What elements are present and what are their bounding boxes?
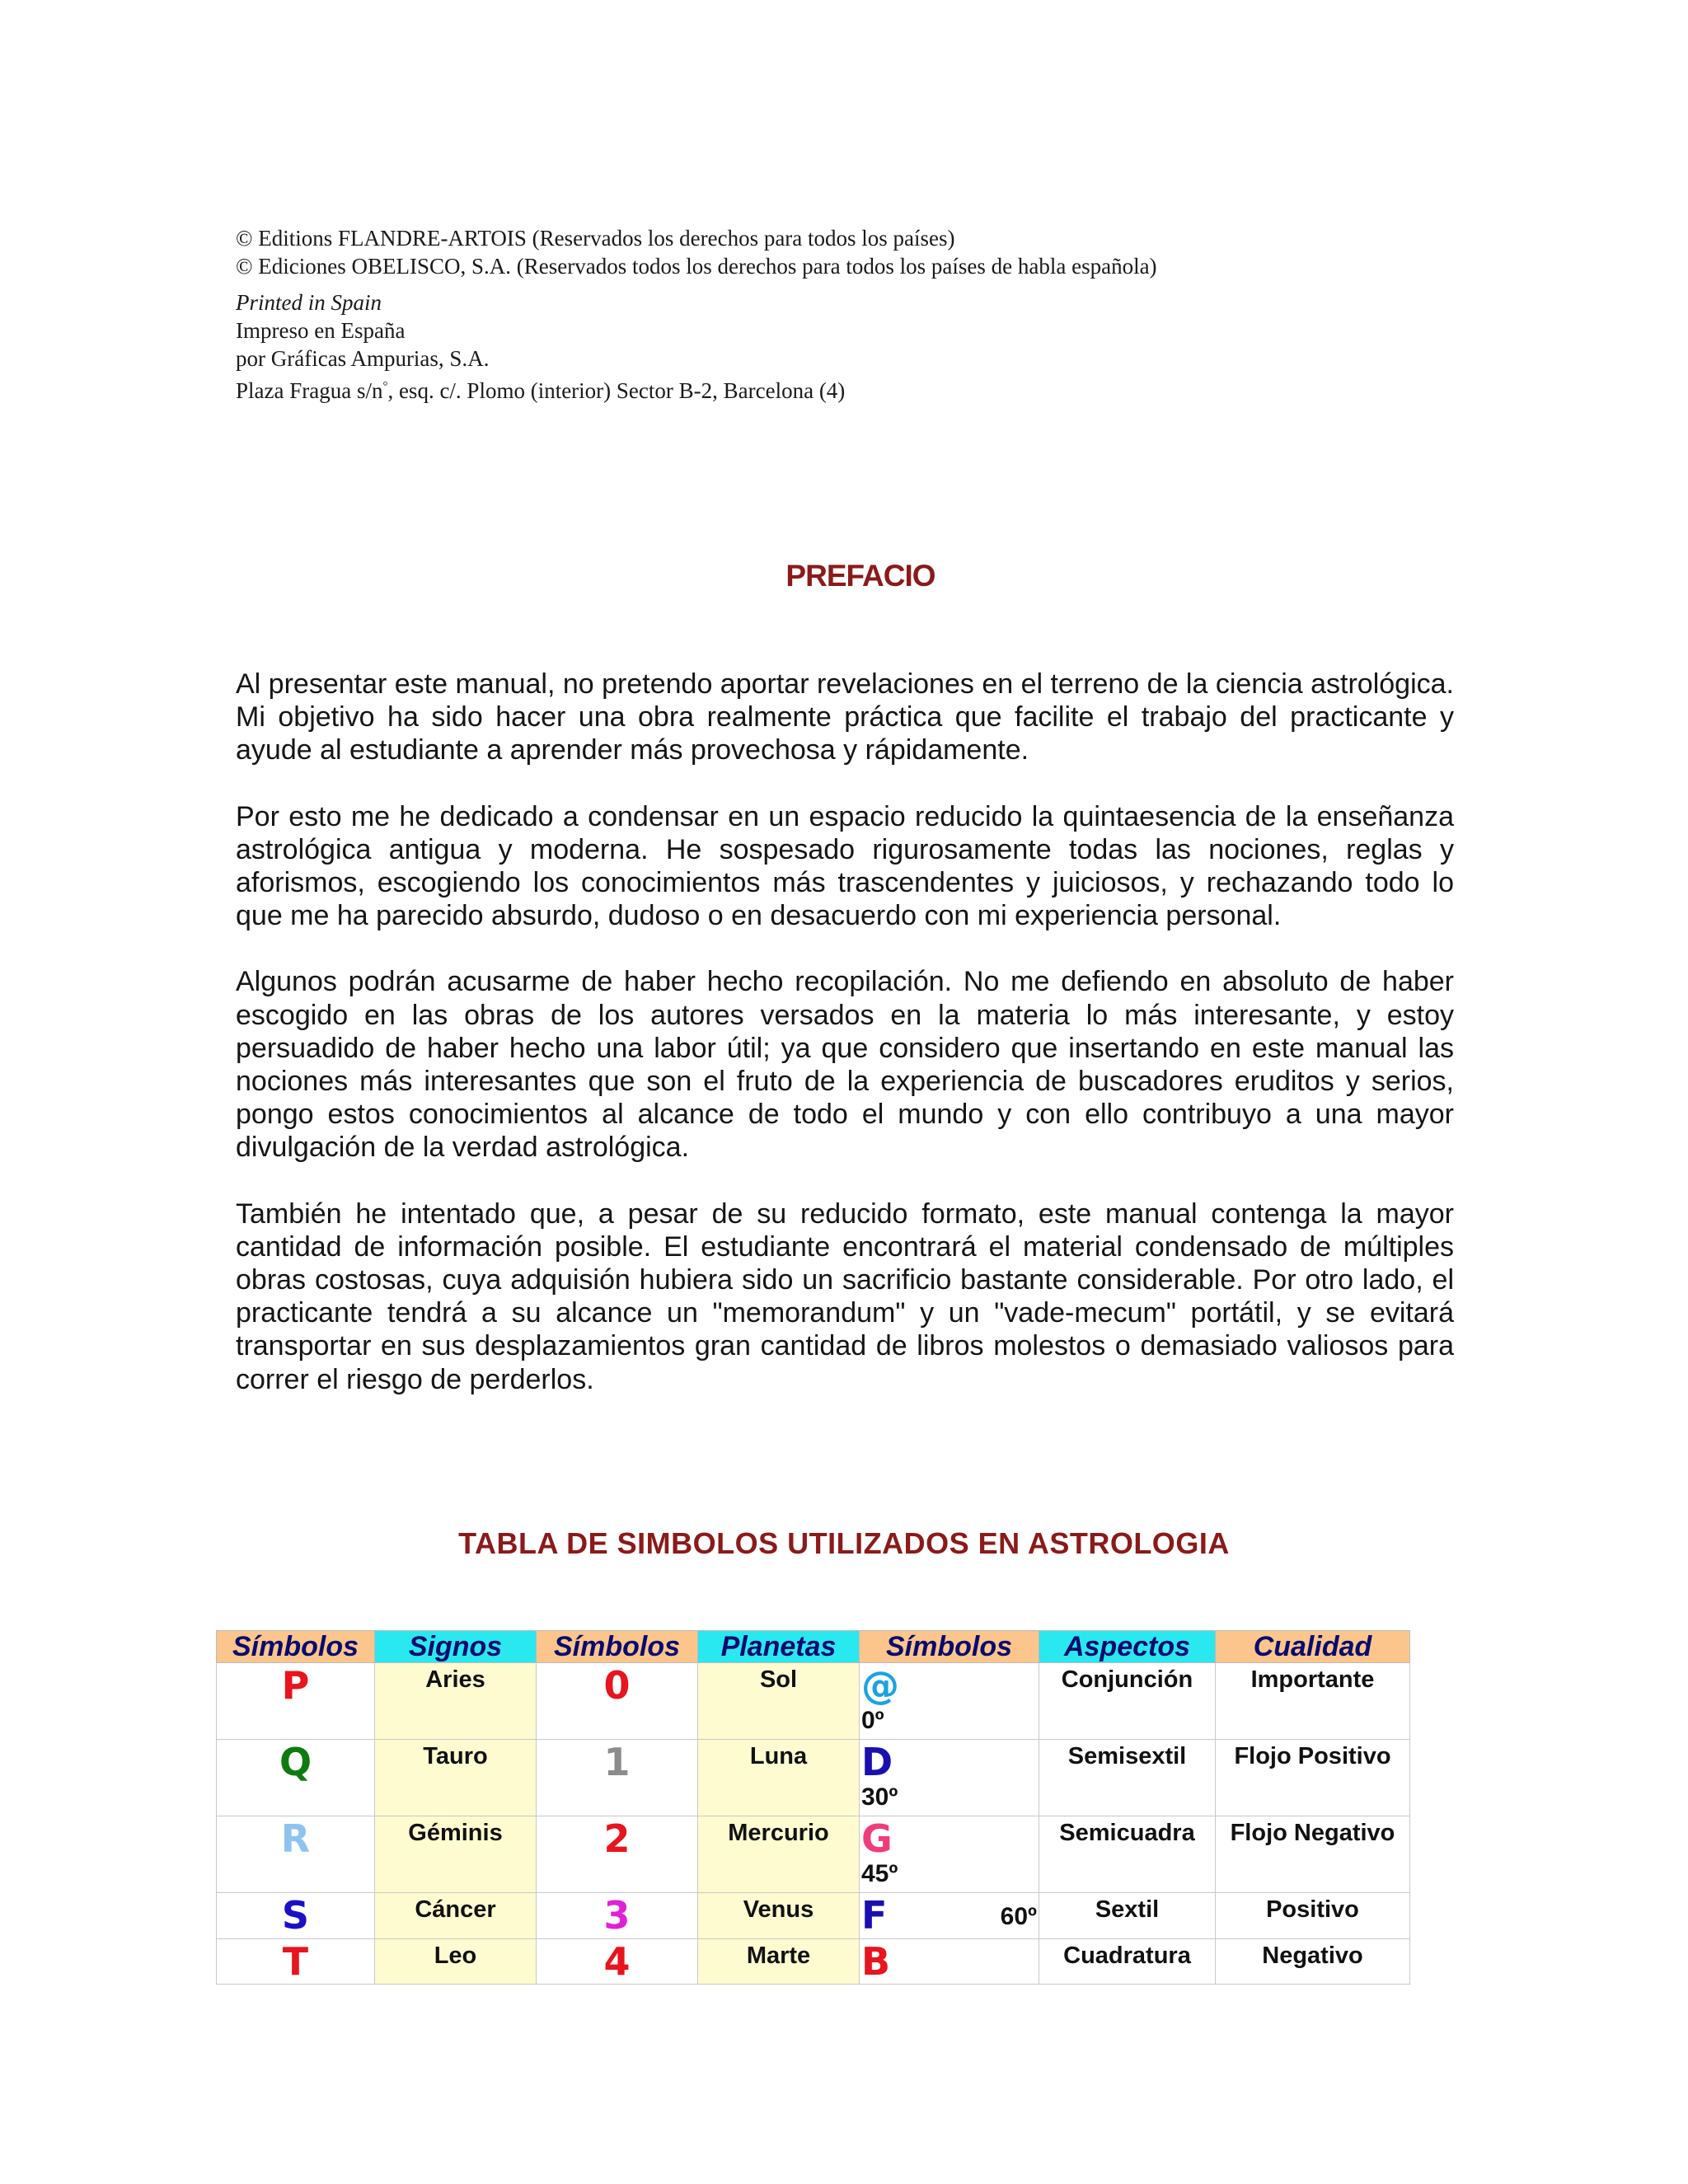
header-planetas: Planetas	[698, 1631, 860, 1663]
quality: Flojo Positivo	[1234, 1743, 1391, 1769]
aspect-name: Cuadratura	[1063, 1943, 1191, 1969]
planet-symbol: 2	[603, 1816, 631, 1861]
header-simbolos-aspectos: Símbolos	[860, 1631, 1039, 1663]
planet-name: Mercurio	[728, 1820, 829, 1846]
sign-symbol: Q	[279, 1740, 312, 1784]
sign-name: Géminis	[408, 1820, 503, 1846]
sign-symbol: R	[280, 1816, 311, 1861]
copyright-block	[236, 224, 1472, 405]
sign-symbol: T	[282, 1939, 309, 1984]
paragraph-4: También he intentado que, a pesar de su reducido formato, este manual contenga la mayor cantidad de información posible. El estudiante encontrará el material condensado de múltiples obras costosas, cuya adquisión hubiera sido un sacrificio bastante considerable. Por otro lado, el practicante tendrá a su alcance un "memorandum" y un "vade-mecum" portátil, y se evitará transportar en sus desplazamientos gran cantidad de libros molestos o demasiado valiosos para correr el riesgo de perderlos.	[236, 1197, 1454, 1395]
table-row	[217, 1663, 1410, 1740]
copyright-line-1: © Editions FLANDRE-ARTOIS (Reservados los derechos para todos los países)	[236, 226, 955, 251]
printer-address: Plaza Fragua s/n°, esq. c/. Plomo (interior) Sector B-2, Barcelona (4)	[236, 378, 846, 403]
sign-name: Aries	[425, 1666, 485, 1693]
table-row	[217, 1939, 1410, 1985]
quality: Importante	[1250, 1666, 1375, 1693]
quality: Flojo Negativo	[1230, 1820, 1395, 1846]
quality: Positivo	[1266, 1896, 1359, 1923]
aspect-degree: 45º	[861, 1860, 898, 1887]
prefacio-body	[236, 668, 1454, 1429]
planet-symbol: 3	[603, 1893, 631, 1938]
planet-name: Venus	[743, 1896, 814, 1923]
quality: Negativo	[1262, 1943, 1363, 1969]
aspect-degree: 30º	[861, 1783, 898, 1811]
header-simbolos-planetas: Símbolos	[537, 1631, 698, 1663]
header-aspectos: Aspectos	[1039, 1631, 1216, 1663]
aspect-symbol: F	[861, 1893, 888, 1938]
table-title: TABLA DE SIMBOLOS UTILIZADOS EN ASTROLOGIA	[458, 1526, 1230, 1560]
paragraph-1: Al presentar este manual, no pretendo aportar revelaciones en el terreno de la ciencia astrológica. Mi objetivo ha sido hacer una obra realmente práctica que facilite el trabajo del practicante y ayude al estudiante a aprender más provechosa y rápidamente.	[236, 668, 1454, 766]
aspect-symbol: B	[861, 1939, 891, 1984]
planet-symbol: 1	[603, 1740, 631, 1784]
planet-name: Marte	[746, 1943, 811, 1969]
copyright-line-2: © Ediciones OBELISCO, S.A. (Reservados todos los derechos para todos los países de habla española)	[236, 254, 1157, 279]
table-header-row	[217, 1631, 1410, 1663]
header-signos: Signos	[375, 1631, 537, 1663]
sign-symbol: P	[281, 1663, 310, 1708]
impreso-en-espana: Impreso en España	[236, 318, 406, 343]
symbols-table	[216, 1630, 1410, 1985]
aspect-symbol: D	[861, 1740, 893, 1784]
header-simbolos-signos: Símbolos	[217, 1631, 375, 1663]
printed-in-spain: Printed in Spain	[236, 290, 382, 315]
planet-name: Sol	[759, 1666, 798, 1693]
table-row	[217, 1816, 1410, 1893]
prefacio-heading: PREFACIO	[785, 559, 935, 593]
paragraph-3: Algunos podrán acusarme de haber hecho recopilación. No me defiendo en absoluto de haber escogido en las obras de los autores versados en la materia lo más interesante, y estoy persuadido de haber hecho una labor útil; ya que considero que insertando en este manual las nociones más interesantes que son el fruto de la experiencia de buscadores eruditos y serios, pongo estos conocimientos al alcance de todo el mundo y con ello contribuyo a una mayor divulgación de la verdad astrológica.	[236, 966, 1454, 1164]
paragraph-2: Por esto me he dedicado a condensar en un espacio reducido la quintaesencia de la enseñanza astrológica antigua y moderna. He sospesado rigurosamente todas las nociones, reglas y aforismos, escogiendo los conocimientos más trascendentes y juiciosos, y rechazando todo lo que me ha parecido absurdo, dudoso o en desacuerdo con mi experiencia personal.	[236, 800, 1454, 932]
aspect-name: Semisextil	[1067, 1743, 1187, 1769]
sign-name: Cáncer	[415, 1896, 496, 1923]
aspect-name: Semicuadra	[1059, 1820, 1195, 1846]
aspect-symbol: G	[861, 1816, 893, 1861]
planet-name: Luna	[749, 1743, 808, 1769]
planet-symbol: 4	[603, 1939, 631, 1984]
sign-name: Leo	[434, 1943, 477, 1969]
printer-name: por Gráficas Ampurias, S.A.	[236, 346, 490, 371]
aspect-degree: 0º	[861, 1707, 884, 1734]
table-row	[217, 1893, 1410, 1939]
planet-symbol: 0	[603, 1663, 631, 1708]
header-cualidad: Cualidad	[1216, 1631, 1410, 1663]
table-row	[217, 1740, 1410, 1816]
aspect-degree: 60º	[1000, 1903, 1037, 1930]
aspect-name: Sextil	[1095, 1896, 1160, 1923]
aspect-symbol: @	[861, 1663, 899, 1708]
aspect-name: Conjunción	[1061, 1666, 1193, 1693]
sign-name: Tauro	[423, 1743, 488, 1769]
sign-symbol: S	[281, 1893, 310, 1938]
